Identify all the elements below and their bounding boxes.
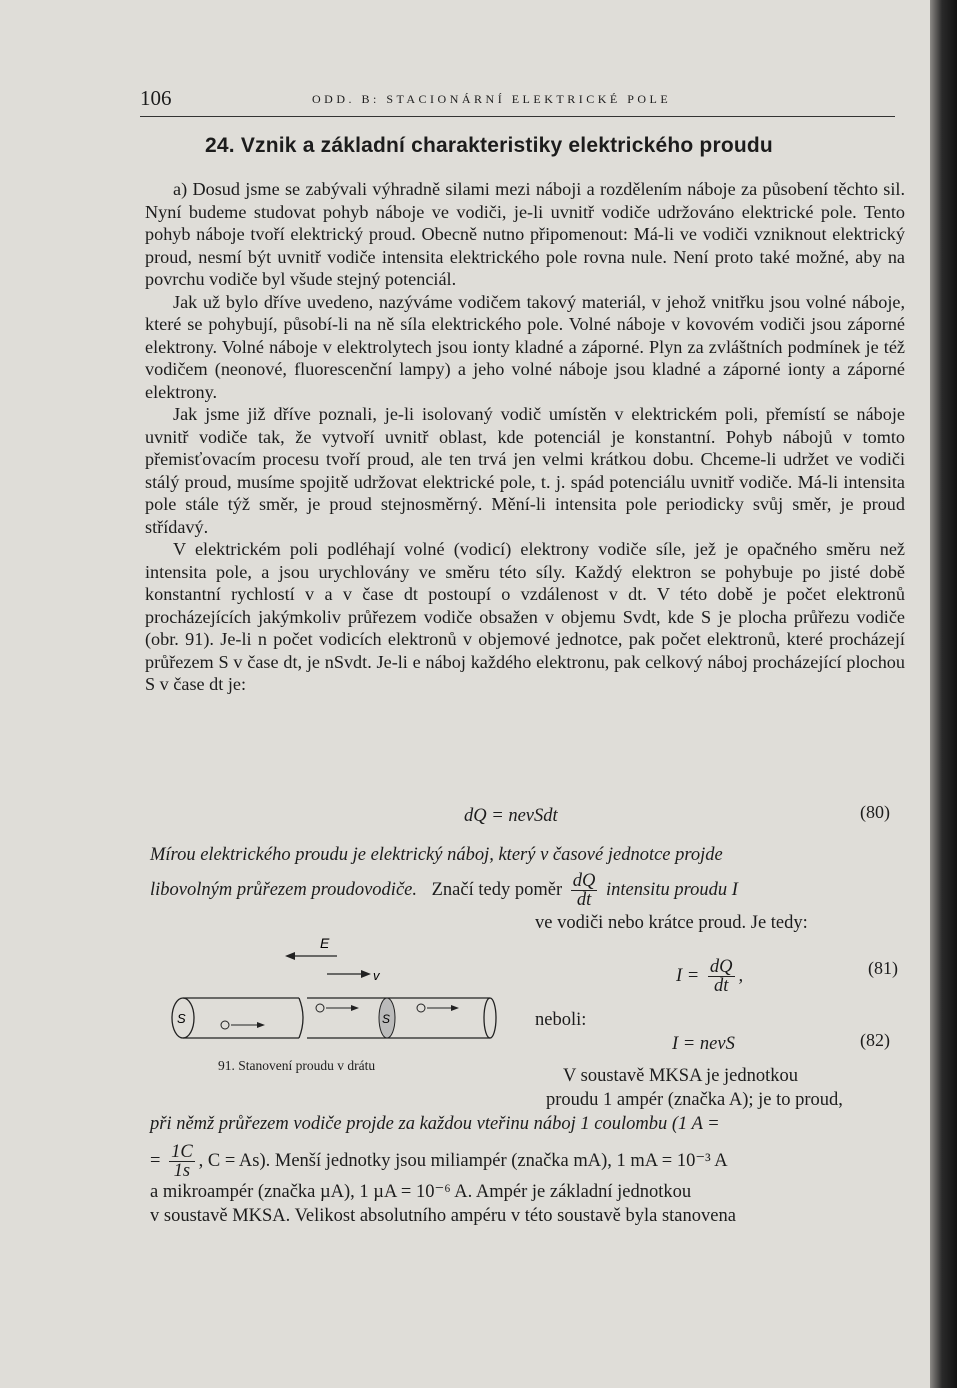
equation-80: dQ = nevSdt	[464, 806, 558, 826]
definition-line-2a: libovolným průřezem proudovodiče.	[150, 880, 417, 900]
fraction-numerator: dQ	[709, 957, 733, 977]
equation-81-lhs: I =	[676, 965, 700, 986]
closing-line-2: proudu 1 ampér (značka A); je to proud,	[546, 1090, 843, 1110]
field-arrowhead	[285, 952, 295, 960]
wire-right-end	[484, 998, 496, 1038]
definition-line-3: ve vodiči nebo krátce proud. Je tedy:	[535, 913, 808, 933]
figure-caption: 91. Stanovení proudu v drátu	[218, 1058, 376, 1073]
running-head: ODD. B: STACIONÁRNÍ ELEKTRICKÉ POLE	[312, 92, 672, 106]
velocity-arrowhead	[361, 970, 371, 978]
electron-arrowhead	[351, 1005, 359, 1011]
fraction-denominator: 1s	[173, 1161, 191, 1181]
definition-line-2	[150, 870, 905, 910]
fraction-denominator: dt	[714, 976, 729, 996]
fraction-denominator: dt	[576, 890, 592, 911]
closing-line-1: V soustavě MKSA je jednotkou	[563, 1066, 799, 1086]
cross-section-label-mid: S	[382, 1012, 391, 1026]
definition-line-2b: Značí tedy poměr	[431, 880, 563, 900]
fraction-numerator: 1C	[171, 1142, 193, 1162]
body-text	[145, 178, 905, 696]
electron-dot	[417, 1004, 425, 1012]
fraction-numerator: dQ	[572, 871, 596, 892]
book-spine-shadow	[930, 0, 957, 1388]
neboli-label: neboli:	[535, 1010, 587, 1030]
velocity-label: v	[373, 968, 380, 983]
closing-line-6: v soustavě MKSA. Velikost absolutního ampéru v této soustavě byla stanovena	[150, 1206, 736, 1226]
wire-break-left	[299, 998, 303, 1038]
paragraph: V elektrickém poli podléhají volné (vodicí) elektrony vodiče síle, jež je opačného směru než intensita pole, a jsou urychlovány ve směru této síly. Každý elektron se pohybuje po jisté době konstantní rychlostí v a v čase dt postoupí o vzdálenost v dt. V této době je počet elektronů procházejících jakýmkoliv průřezem vodiče obsažen v objemu Svdt, kde S je plocha průřezu vodiče (obr. 91). Je-li n počet vodicích elektronů v objemové jednotce, pak počet elektronů, které procházejí průřezem S v čase dt, je nSvdt. Je-li e náboj každého elektronu, pak celkový náboj procházející plochou S v čase dt je:	[145, 539, 905, 694]
fraction-dq-dt-81	[708, 958, 735, 995]
definition-line-1: Mírou elektrického proudu je elektrický náboj, který v časové jednotce projde	[150, 845, 723, 865]
equation-82: I = nevS	[672, 1034, 735, 1054]
paragraph: Jak jsme již dříve poznali, je-li isolovaný vodič umístěn v elektrickém poli, přemístí se náboje uvnitř vodiče tak, že vytvoří uvnitř oblast, kde potenciál je konstantní. Pohyb nábojů v tomto přemisťovacím procesu tvoří proud, ale ten trvá jen velmi krátkou dobu. Chceme-li udržet ve vodiči stálý proud, musíme spojitě udržovat elektrické pole, t. j. spád potenciálu uvnitř vodiče. Má-li intensita pole stále týž směr, je proud stejnosměrný. Mění-li intensita pole periodicky svůj směr, je proud střídavý.	[145, 404, 905, 537]
fraction-1c-1s	[169, 1143, 195, 1180]
closing-line-4-rest: , C = As). Menší jednotky jsou miliampér (značka mA), 1 mA = 10⁻³ A	[198, 1150, 728, 1171]
electron-arrowhead	[451, 1005, 459, 1011]
cross-section-label: S	[177, 1011, 186, 1026]
paragraph: a) Dosud jsme se zabývali výhradně silami mezi náboji a rozdělením náboje za působení těchto sil. Nyní budeme studovat pohyb náboje ve vodiči, je-li uvnitř vodiče udržováno elektrické pole. Tento pohyb náboje tvoří elektrický proud. Obecně nutno připomenout: Má-li ve vodiči vzniknout elektrický proud, nesmí být uvnitř vodiče intensita elektrického pole rovna nule. Není proto také možné, aby na povrchu vodiče byl všude stejný potenciál.	[145, 179, 905, 289]
equation-81-number: (81)	[868, 958, 898, 978]
closing-line-4: = $\frac{1C}{1s}$ , C = As). Menší jednotky jsou miliampér (značka mA), 1 mA = 10⁻³ A	[150, 1142, 728, 1181]
section-title: 24. Vznik a základní charakteristiky elektrického proudu	[205, 134, 773, 157]
paragraph: Jak už bylo dříve uvedeno, nazýváme vodičem takový materiál, v jehož vnitřku jsou volné náboje, které se pohybují, působí-li na ně síla elektrického pole. Volné náboje v kovovém vodiči jsou záporné elektrony. Volné náboje v elektrolytech jsou ionty kladné a záporné. Plyn za zvláštních podmínek je též vodičem (neonové, fluorescenční lampy) a jeho volné náboje jsou kladné a záporné ionty a záporné elektrony.	[145, 291, 905, 402]
wire-figure	[165, 930, 505, 1040]
closing-line-3: při němž průřezem vodiče projde za každou vteřinu náboj 1 coulombu (1 A =	[150, 1114, 720, 1134]
field-label-e: E	[320, 935, 330, 951]
equation-82-number: (82)	[860, 1030, 890, 1050]
equation-81: I = $\frac{dQ}{dt}$ ,	[676, 957, 744, 996]
page-header	[140, 86, 895, 117]
electron-dot	[221, 1021, 229, 1029]
equation-80-number: (80)	[860, 802, 890, 822]
fraction-dq-dt	[571, 872, 598, 909]
page-number: 106	[140, 86, 172, 110]
definition-line-2c: intensitu proudu I	[605, 880, 738, 900]
electron-arrowhead	[257, 1022, 265, 1028]
closing-line-5: a mikroampér (značka µA), 1 µA = 10⁻⁶ A. Ampér je základní jednotkou	[150, 1182, 692, 1202]
electron-dot	[316, 1004, 324, 1012]
